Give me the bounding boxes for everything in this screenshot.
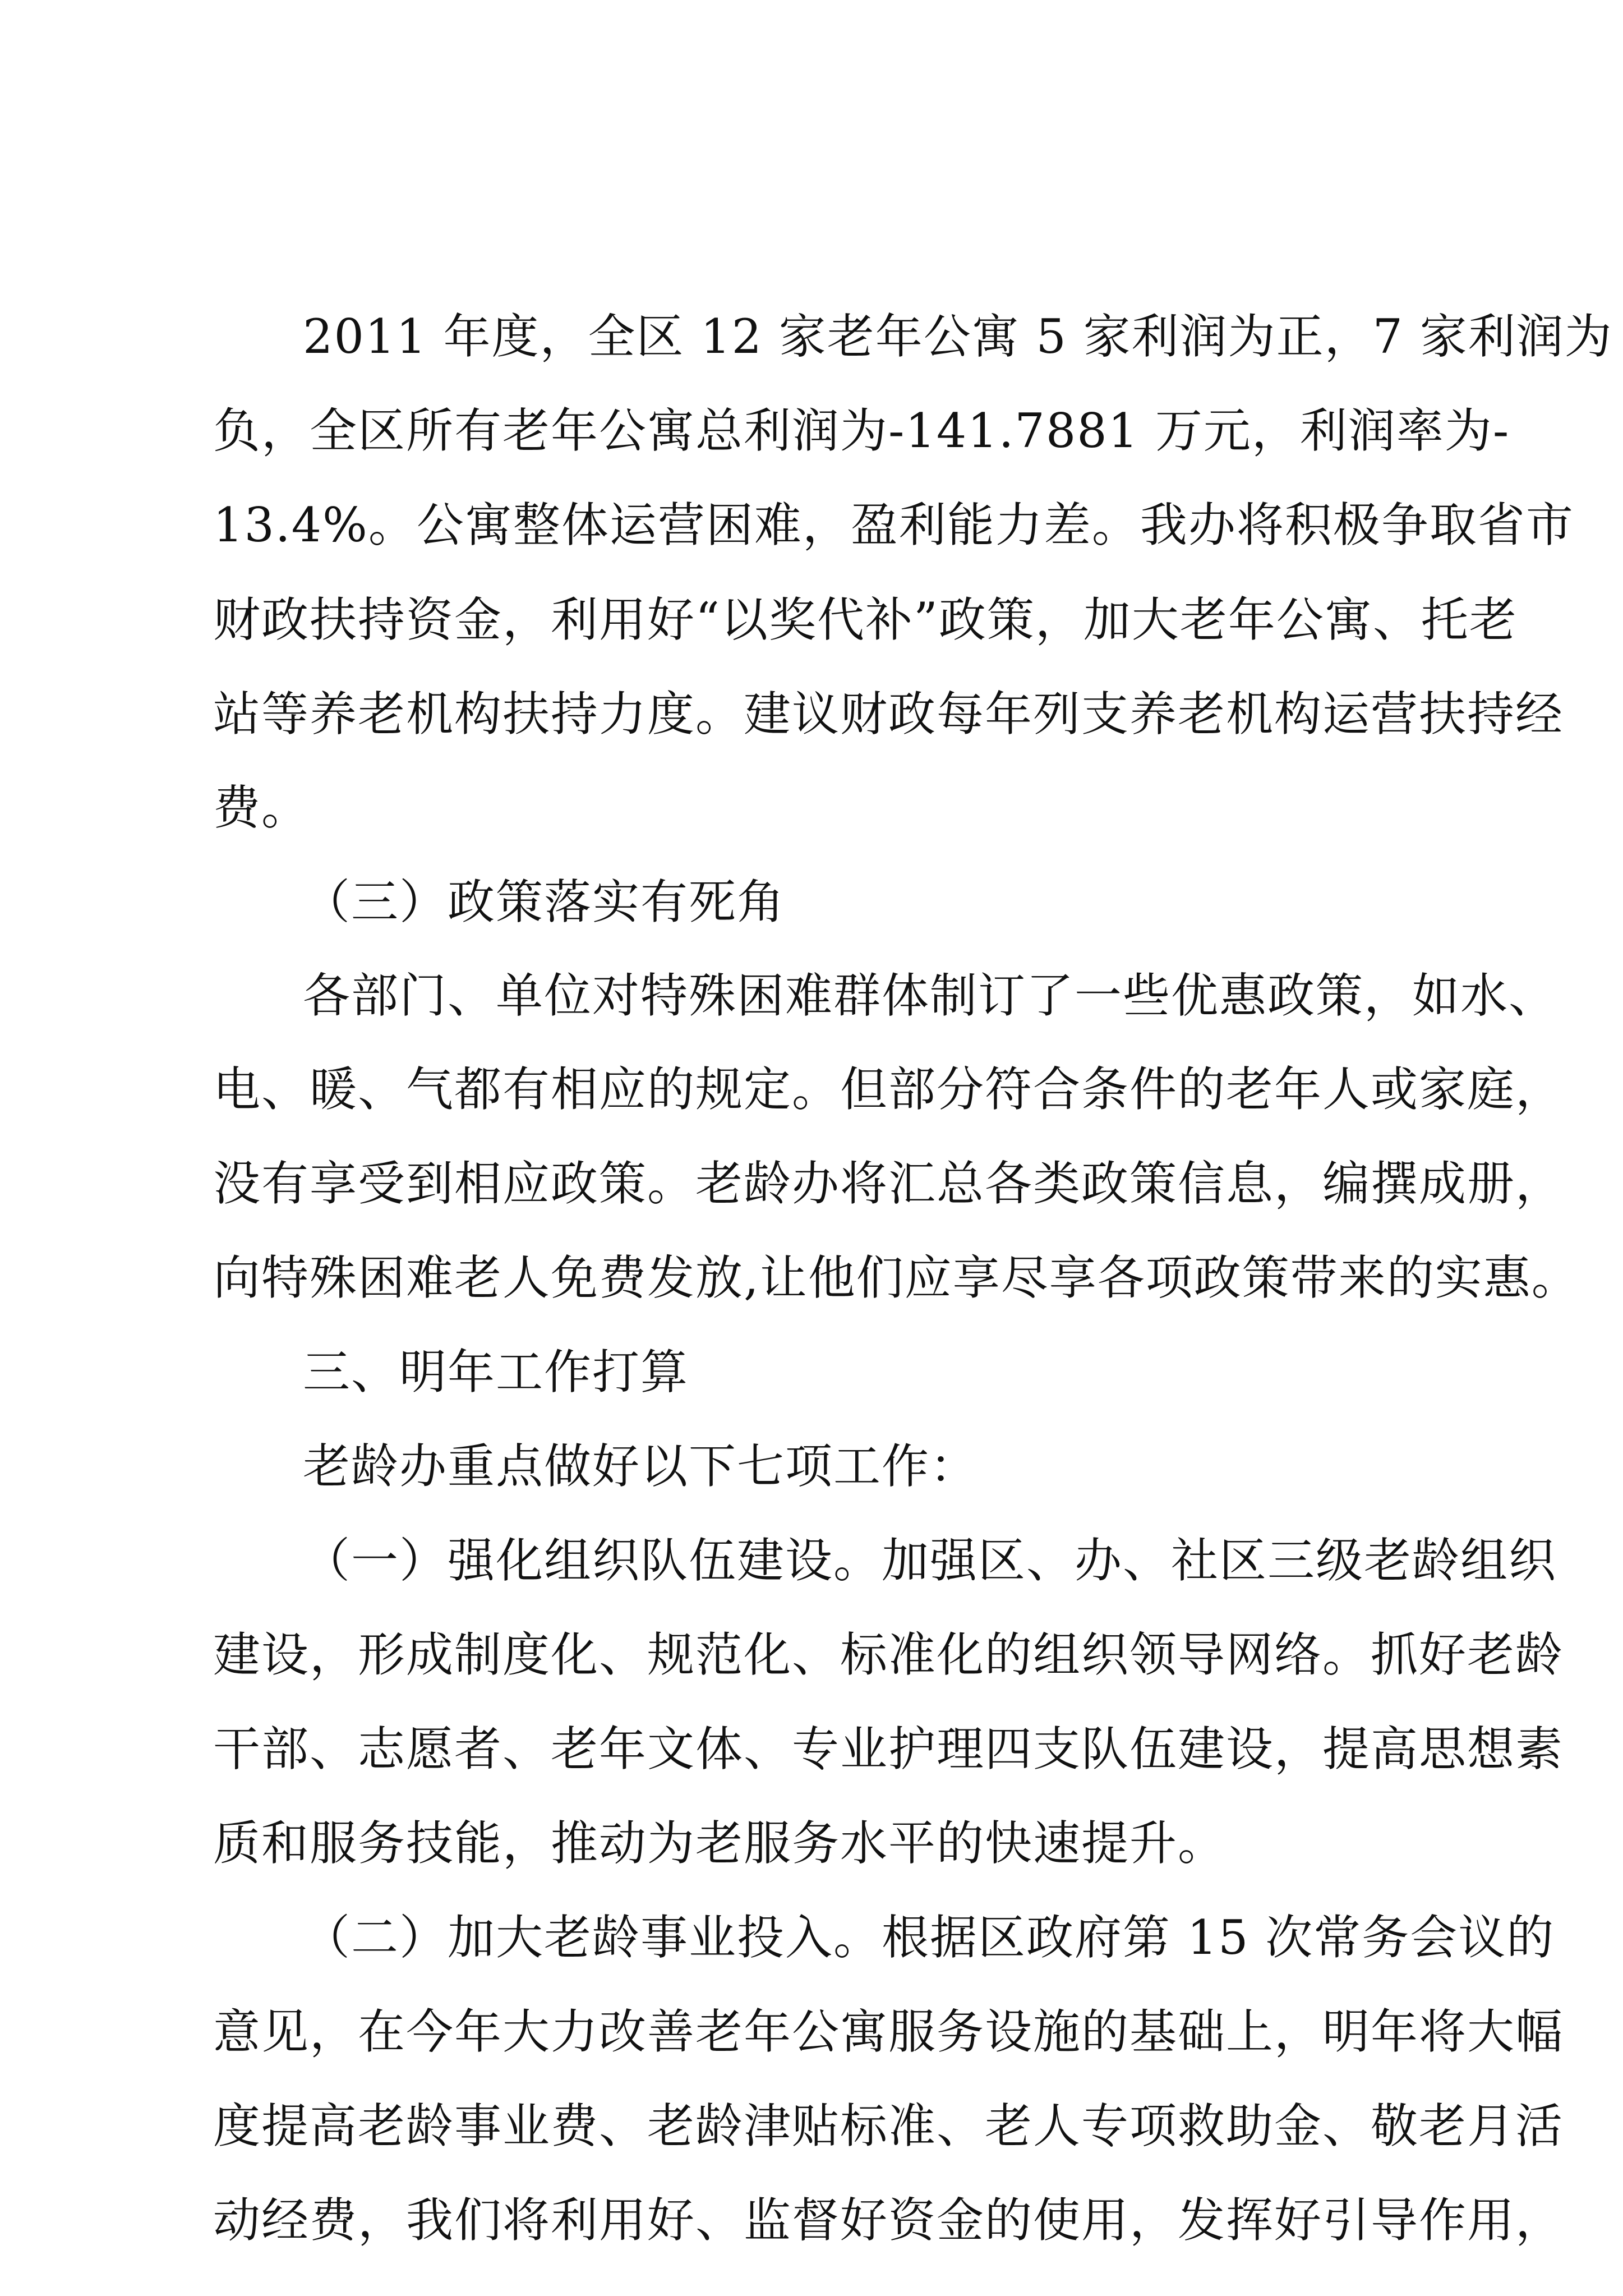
section-heading: （三）政策落实有死角 [303,875,786,930]
paragraph-line: 负，全区所有老年公寓总利润为-141.7881 万元，利润率为- [213,403,1510,458]
paragraph-line: 站等养老机构扶持力度。建议财政每年列支养老机构运营扶持经 [213,687,1564,742]
paragraph-line: 没有享受到相应政策。老龄办将汇总各类政策信息，编撰成册， [213,1156,1564,1211]
paragraph-line: （一）强化组织队伍建设。加强区、办、社区三级老龄组织 [303,1533,1557,1588]
paragraph-line: （二）加大老龄事业投入。根据区政府第 15 次常务会议的 [303,1910,1555,1965]
paragraph-line: 建设，形成制度化、规范化、标准化的组织领导网络。抓好老龄 [213,1627,1564,1682]
paragraph-line: 各部门、单位对特殊困难群体制订了一些优惠政策，如水、 [303,968,1557,1023]
paragraph-line: 老龄办重点做好以下七项工作： [303,1439,979,1494]
paragraph-line: 质和服务技能，推动为老服务水平的快速提升。 [213,1816,1227,1871]
section-heading: 三、明年工作打算 [303,1345,689,1400]
paragraph-line: 干部、志愿者、老年文体、专业护理四支队伍建设，提高思想素 [213,1722,1564,1777]
paragraph-line: 2011 年度，全区 12 家老年公寓 5 家利润为正，7 家利润为 [303,309,1613,364]
paragraph-line: 13.4%。公寓整体运营困难，盈利能力差。我办将积极争取省市 [213,498,1574,553]
paragraph-line: 度提高老龄事业费、老龄津贴标准、老人专项救助金、敬老月活 [213,2099,1564,2154]
paragraph-line: 费。 [213,780,310,835]
paragraph-line: 动经费，我们将利用好、监督好资金的使用，发挥好引导作用， [213,2193,1564,2248]
paragraph-line: 意见，在今年大力改善老年公寓服务设施的基础上，明年将大幅 [213,2004,1564,2059]
paragraph-line: 电、暖、气都有相应的规定。但部分符合条件的老年人或家庭， [213,1062,1564,1117]
paragraph-line: 向特殊困难老人免费发放,让他们应享尽享各项政策带来的实惠。 [213,1250,1580,1305]
paragraph-line: 财政扶持资金，利用好“以奖代补”政策，加大老年公寓、托老 [213,592,1518,647]
